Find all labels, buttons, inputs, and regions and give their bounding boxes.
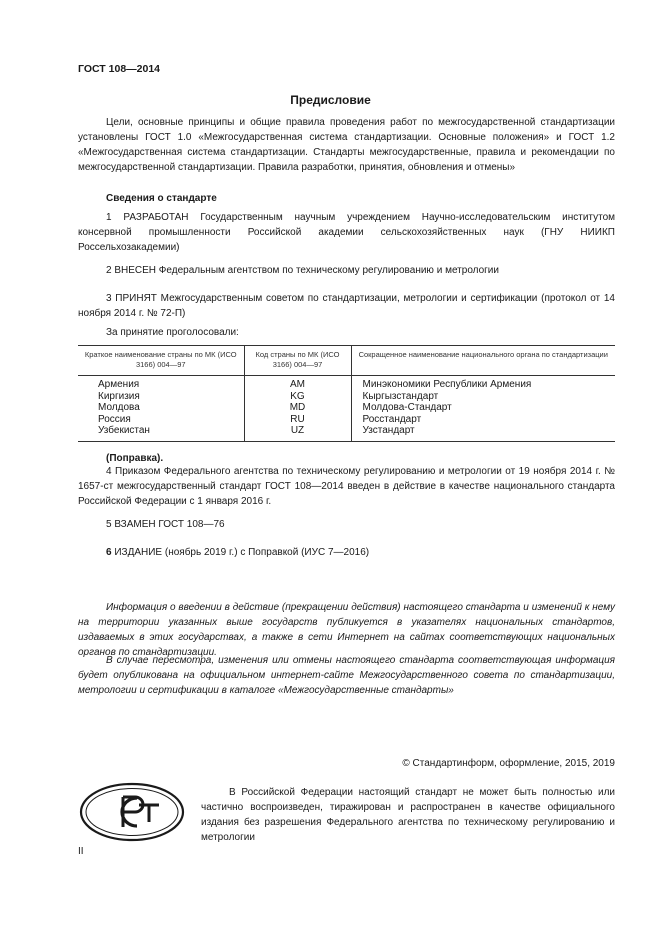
copyright-line: © Стандартинформ, оформление, 2015, 2019 [402,758,615,769]
item-6-text: ИЗДАНИЕ (ноябрь 2019 г.) с Поправкой (ИУС 7—2016) [114,547,370,558]
cell-code: KG [244,391,351,403]
item-6-number: 6 [106,547,112,558]
cell-org: Узстандарт [351,425,615,441]
intro-paragraph: Цели, основные принципы и общие правила проведения работ по межгосударственной стандартизации установлены ГОСТ 1.0 «Межгосударственная система стандартизации. Основные положения» и ГОСТ 1.2 «Межгосударственная система стандартизации. Стандарты межгосударственные, правила и рекомендации по межгосударственной стандартизации. Правила разработки, принятия, обновления и отмены» [78,117,615,173]
item-1: 1 РАЗРАБОТАН Государственным научным учреждением Научно-исследовательским институтом консервной промышленности Российской академии сельскохозяйственных наук (ГНУ НИИКП Россельхозакадемии) [78,212,615,253]
cell-org: Молдова-Стандарт [351,402,615,414]
item-2: 2 ВНЕСЕН Федеральным агентством по техническому регулированию и метрологии [106,265,499,276]
amendment-note: (Поправка). [106,453,164,464]
table-header-country: Краткое наименование страны по МК (ИСО 3166) 004—97 [78,346,244,376]
cell-country: Узбекистан [78,425,244,441]
cell-code: AM [244,376,351,391]
info-paragraph-1: Информация о введении в действие (прекращении действия) настоящего стандарта и изменений к нему на территории указанных выше государств публикуется в указателях национальных стандартов, издаваемых в этих государствах, а также в сети Интернет на сайтах соответствующих национальных органов по стандартизации. [78,602,615,658]
voting-table [78,345,615,442]
cell-org: Кыргызстандарт [351,391,615,403]
item-4: 4 Приказом Федерального агентства по техническому регулированию и метрологии от 19 ноября 2014 г. № 1657-ст межгосударственный стандарт ГОСТ 108—2014 введен в действие в качестве национального стандарта Российской Федерации с 1 января 2016 г. [78,466,615,507]
voted-label: За принятие проголосовали: [106,327,239,338]
table-header-row [78,346,615,376]
cell-country: Армения [98,379,140,390]
cell-country: Россия [98,413,131,425]
section-heading: Сведения о стандарте [106,193,217,204]
table-row [78,391,615,403]
table-row [78,376,615,391]
cell-code: MD [244,402,351,414]
copyright-notice: В Российской Федерации настоящий стандарт не может быть полностью или частично воспроизведен, тиражирован и распространен в качестве официального издания без разрешения Федерального агентства по техническому регулированию и метрологии [201,787,615,843]
table-header-org: Сокращенное наименование национального органа по стандартизации [351,346,615,376]
item-5: 5 ВЗАМЕН ГОСТ 108—76 [106,519,225,530]
cell-code: UZ [244,425,351,441]
item-3: 3 ПРИНЯТ Межгосударственным советом по стандартизации, метрологии и сертификации (протокол от 14 ноября 2014 г. № 72-П) [78,293,615,319]
table-row [78,402,615,414]
page-title: Предисловие [290,93,371,107]
cell-code: RU [244,414,351,426]
page-number: II [78,846,84,857]
table-row [78,425,615,441]
table-header-code: Код страны по МК (ИСО 3166) 004—97 [244,346,351,376]
cell-org: Минэкономики Республики Армения [351,376,615,391]
cell-country: Молдова [98,402,140,414]
cell-country: Киргизия [98,390,140,402]
item-6 [78,545,615,560]
cell-org: Росстандарт [351,414,615,426]
info-paragraph-2: В случае пересмотра, изменения или отмены настоящего стандарта соответствующая информация будет опубликована на официальном интернет-сайте Межгосударственного совета по стандартизации, метрологии и сертификации в каталоге «Межгосударственные стандарты» [78,655,615,696]
standard-code: ГОСТ 108—2014 [78,63,161,75]
gost-r-certification-mark-icon [79,782,185,842]
table-row [78,414,615,426]
